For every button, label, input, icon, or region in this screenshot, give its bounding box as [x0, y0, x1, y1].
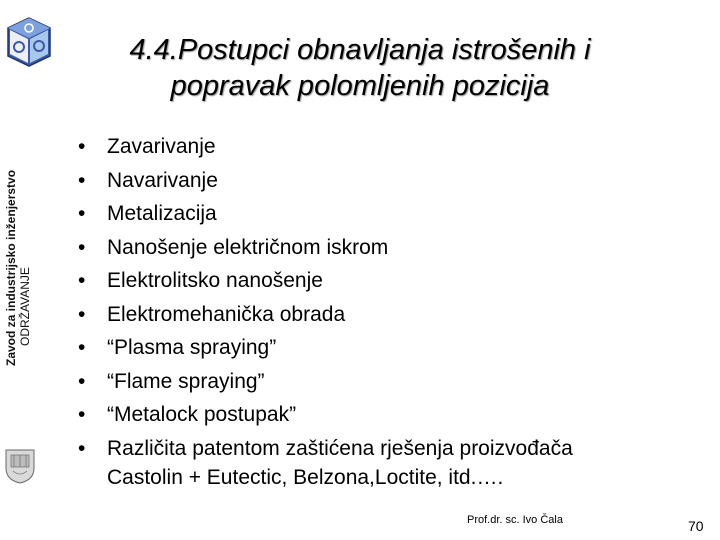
bullet-dot-icon: • — [78, 269, 86, 292]
list-item: • Metalizacija — [78, 197, 678, 231]
slide-title-line2: popravak polomljenih pozicija — [170, 70, 550, 102]
list-item: • Elektromehanička obrada — [78, 298, 678, 332]
bullet-dot-icon: • — [78, 168, 86, 192]
list-item: • “Metalock postupak” — [78, 398, 678, 432]
bullet-dot-icon: • — [78, 436, 86, 460]
sidebar-institute-label — [4, 126, 44, 366]
page-number: 70 — [688, 518, 704, 534]
bullet-dot-icon: • — [78, 302, 86, 326]
list-item: • “Plasma spraying” — [78, 331, 678, 365]
list-item: • Zavarivanje — [78, 130, 678, 164]
list-item: • Elektrolitsko nanošenje — [78, 264, 678, 298]
bullet-dot-icon: • — [78, 369, 86, 393]
bullet-list — [78, 130, 678, 491]
list-item: • Različita patentom zaštićena rješenja proizvođača Castolin + Eutectic, Belzona,Loctite, itd.…. — [78, 432, 678, 492]
list-item: • Nanošenje električnom iskrom — [78, 231, 678, 265]
bullet-dot-icon: • — [78, 135, 86, 158]
university-seal-icon — [4, 446, 36, 484]
slide-title-line1: 4.4.Postupci obnavljanja istrošenih i — [129, 34, 591, 66]
institute-name: Zavod za industrijsko inženjerstvo — [4, 169, 18, 366]
bullet-dot-icon: • — [78, 403, 86, 426]
bullet-dot-icon: • — [78, 202, 86, 225]
institute-logo-icon — [6, 16, 52, 68]
list-item-continuation: Castolin + Eutectic, Belzona,Loctite, itd.…. — [107, 466, 504, 489]
footer-author: Prof.dr. sc. Ivo Čala — [467, 514, 563, 526]
department-name: ODRŽAVANJE — [18, 267, 32, 346]
list-item: • “Flame spraying” — [78, 365, 678, 399]
bullet-dot-icon: • — [78, 336, 86, 359]
slide-title — [60, 32, 660, 104]
list-item: • Navarivanje — [78, 164, 678, 198]
bullet-dot-icon: • — [78, 235, 86, 259]
